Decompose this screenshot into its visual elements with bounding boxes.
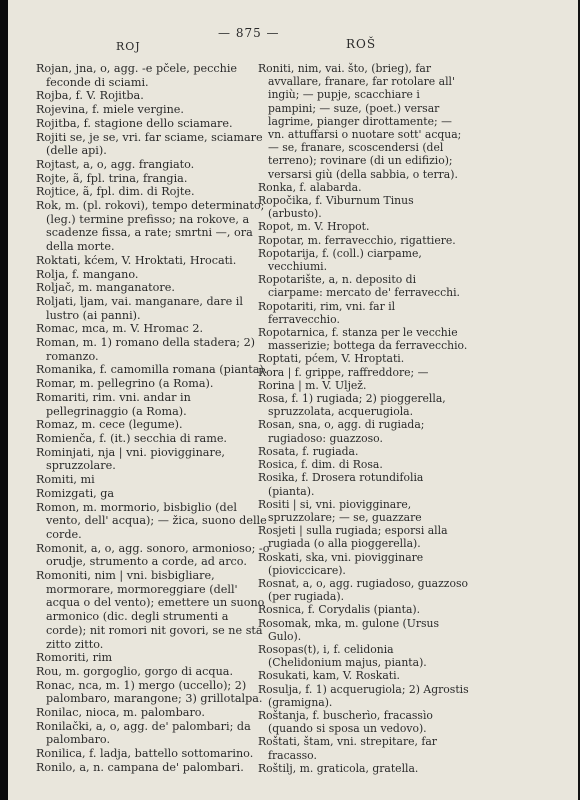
entry: Ropotarija, f. (coll.) ciarpame, vecchiumi. — [258, 246, 422, 274]
page-header — [8, 26, 578, 53]
entry: Romariti, rim. vni. andar in pellegrinaggio (a Roma). — [36, 390, 191, 418]
entry: Rosnat, a, o, agg. rugiadoso, guazzoso (per rugiada). — [258, 576, 469, 604]
header-left-word: ROJ — [116, 40, 141, 53]
entry: Roniti, nim, vai. što, (brieg), far avvallare, franare, far rotolare all' ingiù; — pupje, scacchiare i pampini; — suze, (poet.) versar lagrime, pianger dirottamente; — vn. attuffarsi o nuotare sott' acqua; — se, franare, scoscendersi (del terreno); rovinare (di un edifizio); versarsi giù (della sabbia, o terra). — [258, 62, 462, 181]
left-column — [36, 62, 270, 775]
entry: Rosnica, f. Corydalis (pianta). — [258, 603, 421, 617]
entry: Rolja, f. mangano. — [36, 267, 139, 281]
entry: Ropotarište, a, n. deposito di ciarpame: mercato de' ferravecchi. — [258, 273, 460, 300]
entry: Rosica, f. dim. di Rosa. — [258, 458, 383, 472]
entry: Romanika, f. camomilla romana (pianta). — [36, 363, 268, 377]
entry: Rojan, jna, o, agg. -e pčele, pecchie feconde di sciami. — [36, 62, 238, 89]
entry: Roskati, ska, vni. piovigginare (pioviccicare). — [258, 550, 424, 577]
entry: Romon, m. mormorio, bisbiglio (del vento, dell' acqua); — žica, suono delle corde. — [36, 500, 267, 541]
entry: Rojitba, f. stagione dello sciamare. — [36, 116, 233, 130]
entry: Ropočika, f. Viburnum Tinus (arbusto). — [258, 194, 414, 221]
entry: Rorina | m. V. Uljež. — [258, 378, 367, 392]
entry: Ronilo, a, n. campana de' palombari. — [36, 760, 244, 774]
scan-edge — [0, 0, 8, 800]
entry: Rojte, ã, fpl. trina, frangia. — [36, 171, 188, 185]
entry: Rojba, f. V. Rojitba. — [36, 89, 144, 103]
entry: Rojevina, f. miele vergine. — [36, 103, 184, 117]
right-column — [258, 62, 470, 775]
entry: Romizgati, ga — [36, 486, 115, 500]
entry: Rosa, f. 1) rugiada; 2) pioggerella, spruzzolata, acquerugiola. — [258, 392, 446, 419]
entry: Roštati, štam, vni. strepitare, far fracasso. — [258, 735, 437, 762]
entry: Ropotarnica, f. stanza per le vecchie masserizie; bottega da ferravecchio. — [258, 326, 468, 353]
entry: Roštilj, m. graticola, gratella. — [258, 761, 419, 775]
entry: Rositi | si, vni. piovigginare, spruzzolare; — se, guazzare — [258, 497, 422, 524]
entry: Romoniti, nim | vni. bisbigliare, mormorare, mormoreggiare (dell' acqua o del vento); emettere un suono armonico (dic. degli strumenti a corde); nit romori nit govori, se ne sta zitto zitto. — [36, 569, 265, 651]
entry: Rojtice, ã, fpl. dim. di Rojte. — [36, 185, 195, 199]
entry: Rojiti se, je se, vri. far sciame, sciamare (delle api). — [36, 130, 263, 158]
entry: Ronilački, a, o, agg. de' palombari; da palombaro. — [36, 719, 251, 747]
entry: Ropotar, m. ferravecchio, rigattiere. — [258, 233, 456, 247]
entry: Rosjeti | sulla rugiada; esporsi alla rugiada (o alla pioggerella). — [258, 524, 448, 551]
entry: Roktati, kćem, V. Hroktati, Hrocati. — [36, 253, 237, 267]
entry: Rojtast, a, o, agg. frangiato. — [36, 157, 195, 171]
entry: Ronka, f. alabarda. — [258, 180, 362, 194]
entry: Romaz, m. cece (legume). — [36, 418, 183, 432]
entry: Roljati, ljam, vai. manganare, dare il lustro (ai panni). — [36, 294, 243, 322]
entry: Rominjati, nja | vni. piovigginare, spruzzolare. — [36, 445, 225, 473]
entry: Roptati, pćem, V. Hroptati. — [258, 352, 405, 366]
entry: Roman, m. 1) romano della stadera; 2) romanzo. — [36, 336, 256, 363]
entry: Romar, m. pellegrino (a Roma). — [36, 377, 214, 391]
entry: Ropot, m. V. Hropot. — [258, 220, 370, 234]
entry: Rosan, sna, o, agg. di rugiada; rugiadoso: guazzoso. — [258, 418, 425, 445]
entry: Romac, mca, m. V. Hromac 2. — [36, 322, 204, 336]
entry: Ronac, nca, m. 1) mergo (uccello); 2) palombaro, marangone; 3) grillotalpa. — [36, 678, 263, 706]
entry: Roštanja, f. buscherìo, fracassìo (quando si sposa un vedovo). — [258, 708, 433, 736]
entry: Rosika, f. Drosera rotundifolia (pianta). — [258, 471, 424, 498]
entry: Rosopas(t), i, f. celidonia (Chelidonium majus, pianta). — [258, 642, 427, 670]
entry: Romienča, f. (it.) secchia di rame. — [36, 431, 227, 445]
page-number: — 875 — — [218, 26, 280, 40]
entry: Ronilica, f. ladja, battello sottomarino. — [36, 747, 254, 761]
entry: Rou, m. gorgoglio, gorgo di acqua. — [36, 664, 234, 678]
entry: Ropotariti, rim, vni. far il ferravecchio. — [258, 299, 396, 326]
entry: Rosomak, mka, m. gulone (Ursus Gulo). — [258, 616, 440, 643]
entry: Rok, m. (pl. rokovi), tempo determinato; (leg.) termine prefisso; na rokove, a scadenze fissa, a rate; smrtni —, ora della morte. — [36, 199, 265, 254]
entry: Romiti, mi — [36, 473, 95, 487]
entry: Ronilac, nioca, m. palombaro. — [36, 706, 205, 720]
entry: Rora | f. grippe, raffreddore; — — [258, 365, 429, 379]
entry: Rosulja, f. 1) acquerugiola; 2) Agrostis (gramigna). — [258, 682, 469, 709]
entry: Romoriti, rim — [36, 651, 113, 665]
entry: Romonit, a, o, agg. sonoro, armonioso; -o orudje, strumento a corde, ad arco. — [36, 541, 270, 569]
header-right-word: ROŠ — [346, 37, 377, 51]
entry: Rosukati, kam, V. Roskati. — [258, 669, 400, 683]
entry: Roljač, m. manganatore. — [36, 281, 175, 295]
dictionary-page — [8, 0, 578, 800]
entry: Rosata, f. rugiada. — [258, 444, 359, 458]
